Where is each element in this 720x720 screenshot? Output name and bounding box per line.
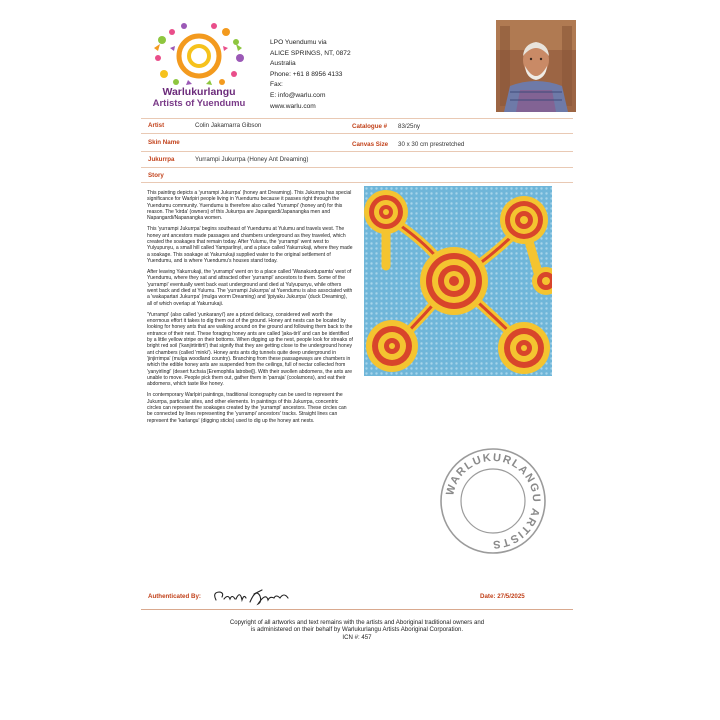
address-line: ALICE SPRINGS, NT, 0872: [270, 49, 351, 57]
story-paragraph: 'Yurrampi' (also called 'yunkaranyi') are a prized delicacy, considered well worth the enormous effort it takes to dig them out of the ground. Honey ant nests can be located by looking for honey ants that are walking around on the ground and following them back to the entrance of their nest. These foraging honey ants are called 'jaka-tirli' and can be identified by a little yellow stripe on their bottoms. When digging up the nest, people look for streaks of bright red soil ('kanjirtiritirti') that signify that they are getting close to the underground honey ant chambers (called 'minki'). Honey ants ants dig tunnels quite deep underground in 'jinjirrimpa' (mulga woodland country). Branching from these passageways are chambers in which the edible honey ants are suspended from the ceilings, full of nectar collected from 'yanyirlingi' (desert fuchsia [Eremophila latrobei]). With their swollen abdomens, the ants are unable to move. People pick them out, gather them in 'parraja' (coolamons), and eat their abdomens, which taste like honey.: [147, 311, 353, 388]
copyright-notice: [141, 619, 573, 641]
brand-title: Warlukurlangu: [162, 86, 236, 98]
fax-line: Fax:: [270, 81, 283, 89]
brand-name: [143, 86, 255, 110]
date-text: Date: 27/5/2025: [480, 593, 525, 600]
canvas-size-label: Canvas Size: [352, 141, 389, 148]
artist-portrait-photo: [496, 20, 576, 112]
stamp-text: WARLUKURLANGU ARTISTS: [444, 451, 543, 551]
footer-divider: [141, 609, 573, 610]
story-text: [147, 190, 353, 429]
website-line: www.warlu.com: [270, 102, 316, 110]
divider: [141, 182, 573, 183]
divider: [141, 118, 573, 119]
icn-number: ICN #: 457: [342, 633, 372, 641]
artist-label: Artist: [148, 122, 165, 129]
honey-ant-dreaming-painting: [364, 186, 552, 376]
story-label: Story: [148, 172, 164, 179]
address-line: Australia: [270, 60, 296, 68]
copyright-line: is administered on their behalf by Warlukurlangu Artists Aboriginal Corporation.: [250, 626, 464, 634]
handwritten-signature: [210, 586, 302, 608]
skin-name-label: Skin Name: [148, 139, 180, 146]
email-line: E: info@warlu.com: [270, 91, 326, 99]
catalogue-label: Catalogue #: [352, 123, 388, 130]
brand-subtitle: Artists of Yuendumu: [152, 98, 246, 109]
divider: [141, 167, 573, 168]
catalogue-value: 83/25ny: [398, 123, 421, 130]
copyright-line: Copyright of all artworks and text remains with the artists and Aboriginal traditional owners and: [229, 619, 485, 626]
story-paragraph: In contemporary Warlpiri paintings, traditional iconography can be used to represent the Jukurrpa, particular sites, and other elements. In paintings of this Jukurrpa, concentric circles can represent the soakages created by the 'yurrampi' ancestors. These circles can be connected by lines representing the 'yurrampi' ancestors' tracks. Straight lines can represent the 'karlangu' (digging sticks) used to dig up the honey ant nests.: [147, 392, 347, 424]
canvas-size-value: 30 x 30 cm prestretched: [398, 141, 465, 148]
address-block: [270, 38, 351, 112]
warlukurlangu-artists-stamp-icon: [438, 446, 548, 556]
story-paragraph: This 'yurrampi Jukurrpa' begins southeast of Yuendumu at Yulumu and travels west. The honey ant ancestors made passages and chambers underground as they traveled, which created the soakages that remain today. After Yulumu, the 'yurrampi' went west to Yulyupunyu, a small hill called Yamparlinyi, and a place called Yakurrukaji, where they made a soakage. This soakage at Yakurrukaji supplied water to the original settlement of Yuendumu, and is where Yuendumu's houses stand today.: [147, 226, 353, 265]
phone-line: Phone: +61 8 8956 4133: [270, 70, 343, 78]
address-line: LPO Yuendumu via: [270, 39, 327, 46]
jukurrpa-value: Yurrampi Jukurrpa (Honey Ant Dreaming): [195, 156, 309, 163]
jukurrpa-label: Jukurrpa: [148, 156, 175, 163]
story-paragraph: This painting depicts a 'yurrampi Jukurrpa' (honey ant Dreaming). This Jukurrpa has special significance for Warlpiri people living in Yuendumu because it passes right through the Yuendumu community. Yuendumu is therefore also called 'Yurrampi' (honey ant) for this reason. The 'kirda' (owners) of this Jukurrpa are Japangardi/Japanangka men and Napangardi/Napanangka women.: [147, 190, 352, 222]
artist-value: Colin Jakamarra Gibson: [195, 122, 262, 129]
svg-text:WARLUKURLANGU ARTISTS: [444, 452, 542, 550]
story-paragraph: After leaving Yakurrukaji, the 'yurrampi' went on to a place called 'Wanakurdupamta' west of Yuendumu, where they sat and attracted other 'yurrampi' ancestors to them. Some of the 'yurrampi' eventually went back east underground and died at Yulyupunyu, while others went back and died at Yulumu. The 'yurrampi Jukurrpa' at Yuendumu is also associated with a 'wakapartari Jukurrpa' (mulga worm Dreaming) and 'jipiyaku Jukurrpa' (duck Dreaming), all of which overlap at Yakurrukaji.: [147, 268, 353, 307]
divider: [141, 133, 573, 134]
divider: [141, 151, 573, 152]
authenticated-by-label: Authenticated By:: [148, 593, 201, 600]
